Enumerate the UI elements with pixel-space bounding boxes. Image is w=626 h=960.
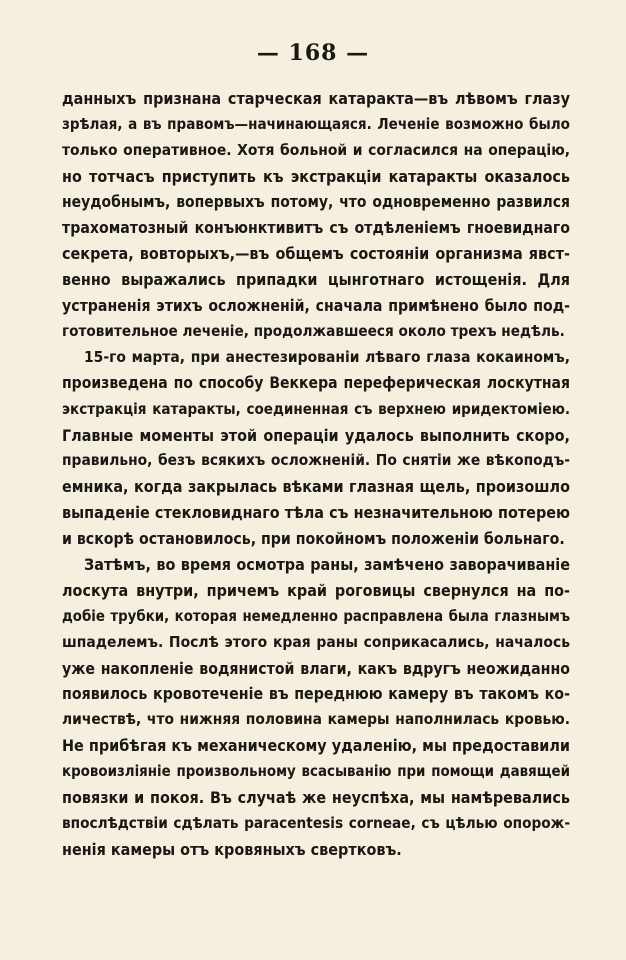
text-line: неудобнымъ, вопервыхъ потому, что одновременно развился — [62, 192, 570, 211]
text-line: экстракція катаракты, соединенная съ верхнею иридектоміею. — [62, 399, 570, 418]
text-line: ненія камеры отъ кровяныхъ свертковъ. — [62, 839, 402, 859]
text-line: но тотчасъ приступить къ экстракціи катаракты оказалось — [62, 166, 570, 186]
text-line: венно выражались припадки цынготнаго истощенія. Для — [62, 270, 570, 290]
text-line: Не прибѣгая къ механическому удаленію, мы предоставили — [62, 736, 570, 756]
text-line: правильно, безъ всякихъ осложненій. По снятіи же вѣкоподъ- — [62, 451, 570, 470]
text-line: лоскута внутри, причемъ край роговицы свернулся на по- — [62, 580, 570, 600]
text-line: впослѣдствіи сдѣлать paracentesis corneae, съ цѣлью опорож- — [62, 813, 570, 832]
body-text — [62, 86, 570, 863]
text-line: Затѣмъ, во время осмотра раны, замѣчено заворачиваніе — [84, 555, 570, 575]
text-line: 15-го марта, при анестезированіи лѣваго глаза кокаиномъ, — [84, 347, 570, 366]
text-line: готовительное леченіе, продолжавшееся около трехъ недѣль. — [62, 322, 565, 341]
text-line: добіе трубки, которая немедленно расправлена была глазнымъ — [62, 607, 570, 625]
text-line: секрета, вовторыхъ,—въ общемъ состояніи организма явст- — [62, 244, 570, 264]
text-line: личествѣ, что нижняя половина камеры наполнилась кровью. — [62, 710, 570, 729]
text-line: трахоматозный конъюнктивитъ съ отдѣленіемъ гноевиднаго — [62, 218, 570, 238]
text-line: кровоизліяніе произвольному всасыванію при помощи давящей — [62, 762, 570, 781]
text-line: шпаделемъ. Послѣ этого края раны соприкасались, началось — [62, 632, 570, 651]
text-line: емника, когда закрылась вѣками глазная щель, произошло — [62, 477, 570, 497]
text-line: только оперативное. Хотя больной и согласился на операцію, — [62, 140, 570, 159]
text-line: произведена по способу Веккера переферическая лоскутная — [62, 373, 570, 392]
text-line: выпаденіе стекловиднаго тѣла съ незначительною потерею — [62, 503, 570, 523]
text-line: повязки и покоя. Въ случаѣ же неуспѣха, мы намѣревались — [62, 788, 570, 808]
text-line: зрѣлая, а въ правомъ—начинающаяся. Леченіе возможно было — [62, 114, 570, 133]
page-number: — 168 — — [256, 40, 370, 66]
text-line: появилось кровотеченіе въ переднюю камеру въ такомъ ко- — [62, 684, 570, 704]
text-line: уже накопленіе водянистой влаги, какъ вдругъ неожиданно — [62, 658, 570, 678]
text-line: устраненія этихъ осложненій, сначала примѣнено было под- — [62, 296, 570, 316]
text-line: и вскорѣ остановилось, при покойномъ положеніи больнаго. — [62, 529, 565, 549]
text-line: Главные моменты этой операціи удалось выполнить скоро, — [62, 425, 570, 445]
text-line: данныхъ признана старческая катаракта—въ лѣвомъ глазу — [62, 89, 570, 108]
